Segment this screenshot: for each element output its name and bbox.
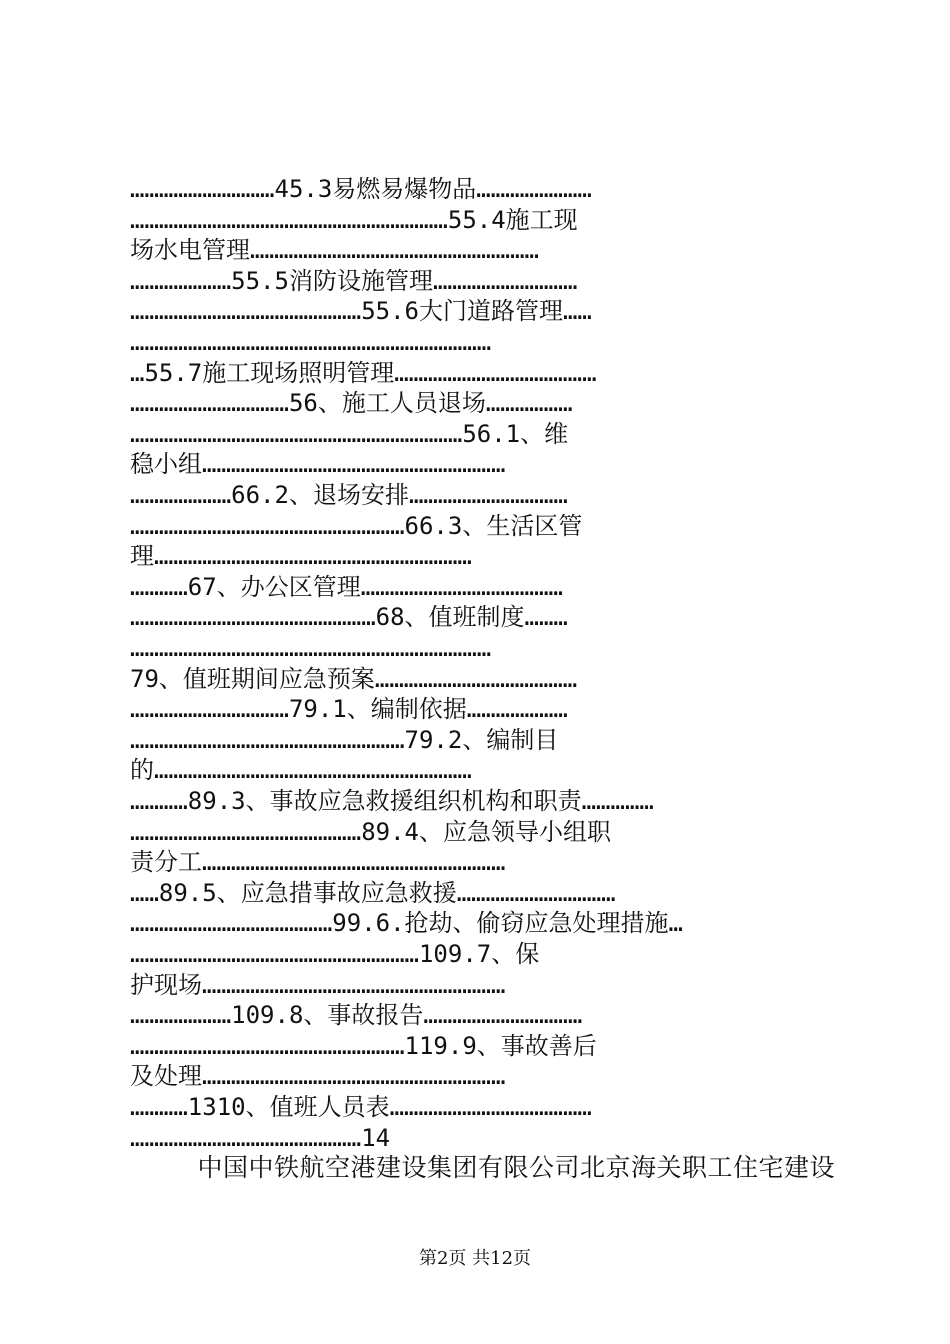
- toc-line: …………………55.5消防设施管理…………………………: [130, 266, 578, 295]
- toc-line: …………………………………………………………………: [130, 328, 492, 356]
- toc-line: 的…………………………………………………………: [130, 756, 472, 785]
- toc-line: …………67、办公区管理……………………………………: [130, 572, 563, 601]
- toc-line: …………………66.2、退场安排……………………………: [130, 481, 568, 509]
- toc-line: 责分工………………………………………………………: [130, 848, 506, 877]
- toc-line: ……………………………79.1、编制依据…………………: [130, 695, 568, 724]
- toc-line: 稳小组………………………………………………………: [130, 450, 506, 479]
- toc-line: …………89.3、事故应急救援组织机构和职责……………: [130, 787, 654, 815]
- toc-line: 场水电管理……………………………………………………: [130, 236, 539, 265]
- toc-line: 护现场………………………………………………………: [130, 970, 506, 999]
- toc-line: …………………………………………………………………: [130, 634, 492, 662]
- toc-line: …………………………………………89.4、应急领导小组职: [130, 817, 611, 846]
- company-project-line: 中国中铁航空港建设集团有限公司北京海关职工住宅建设: [197, 1153, 835, 1182]
- toc-line: …………1310、值班人员表……………………………………: [130, 1093, 592, 1121]
- toc-line: ……………………………………………68、值班制度………: [130, 603, 568, 632]
- toc-line: …………………………………………55.6大门道路管理……: [130, 297, 592, 326]
- toc-line: ……………………………………99.6.抢劫、偷窃应急处理措施…: [130, 909, 683, 938]
- toc-line: 理…………………………………………………………: [130, 542, 472, 571]
- toc-line: 79、值班期间应急预案……………………………………: [130, 664, 578, 693]
- toc-line: …………………………………………………79.2、编制目: [130, 725, 559, 754]
- toc-line: ……………………………………………………………56.1、维: [130, 419, 569, 448]
- toc-line: …………………………………………………119.9、事故善后: [130, 1031, 597, 1060]
- toc-line: …55.7施工现场照明管理……………………………………: [130, 358, 597, 387]
- toc-line: ……89.5、应急措事故应急救援……………………………: [130, 878, 616, 907]
- toc-line: …………………………45.3易燃易爆物品……………………: [130, 175, 592, 203]
- toc-line: ……………………………………………………109.7、保: [130, 940, 540, 968]
- toc-line: …………………………………………………66.3、生活区管: [130, 511, 583, 540]
- page-number: 第2页 共12页: [418, 1248, 532, 1269]
- toc-line: ……………………………56、施工人员退场………………: [130, 389, 573, 418]
- toc-line: …………………109.8、事故报告……………………………: [130, 1001, 583, 1030]
- toc-line: …………………………………………………………55.4施工现: [130, 205, 578, 234]
- toc-line: 及处理………………………………………………………: [130, 1062, 506, 1091]
- toc-line: …………………………………………14: [130, 1123, 391, 1152]
